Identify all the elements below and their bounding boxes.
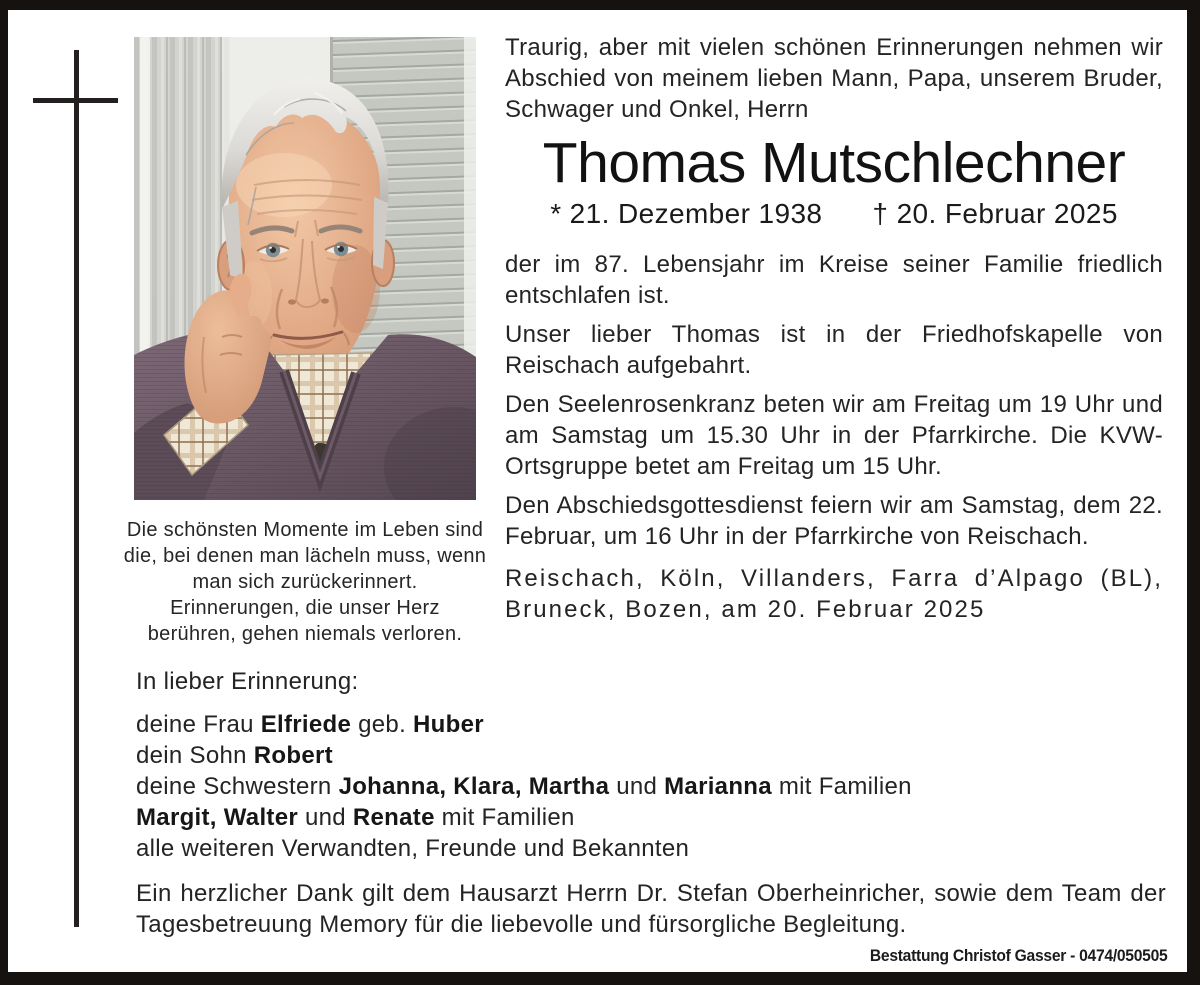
- birth-date: * 21. Dezember 1938: [550, 198, 823, 229]
- death-date: † 20. Februar 2025: [872, 198, 1118, 229]
- family-line: dein Sohn Robert: [136, 742, 333, 769]
- photo-caption: Die schönsten Momente im Leben sind die, bei denen man lächeln muss, wenn man sich zurückerinnert. Erinnerungen, die unser Herz berühren, gehen niemals verloren.: [123, 519, 487, 645]
- announcement-paragraph: der im 87. Lebensjahr im Kreise seiner Familie friedlich entschlafen ist.: [505, 251, 1163, 309]
- family-line: alle weiteren Verwandten, Freunde und Bekannten: [136, 835, 690, 862]
- thanks-paragraph: Ein herzlicher Dank gilt dem Hausarzt Herrn Dr. Stefan Oberheinricher, sowie dem Team der Tagesbetreuung Memory für die liebevolle und fürsorgliche Begleitung.: [136, 880, 1166, 938]
- funeral-home-credit: Bestattung Christof Gasser - 0474/050505: [869, 946, 1167, 965]
- deceased-name: Thomas Mutschlechner: [542, 131, 1126, 195]
- cross-horizontal-bar: [33, 98, 118, 103]
- memorial-heading: In lieber Erinnerung:: [136, 668, 359, 695]
- cross-vertical-bar: [74, 50, 79, 927]
- family-line: deine Schwestern Johanna, Klara, Martha und Marianna mit Familien: [136, 773, 912, 800]
- announcement-paragraph: Unser lieber Thomas ist in der Friedhofskapelle von Reischach aufgebahrt.: [505, 321, 1163, 379]
- life-dates: [505, 197, 1163, 231]
- announcement-paragraphs: [505, 249, 1163, 552]
- memorial-block: [136, 667, 1166, 864]
- family-line: Margit, Walter und Renate mit Familien: [136, 804, 575, 831]
- obituary-page: [8, 10, 1187, 972]
- announcement-intro: Traurig, aber mit vielen schönen Erinnerungen nehmen wir Abschied von meinem lieben Mann, Papa, unserem Bruder, Schwager und Onkel, Herrn: [505, 34, 1163, 123]
- family-list: [136, 709, 1166, 864]
- announcement-paragraph: Den Seelenrosenkranz beten wir am Freitag um 19 Uhr und am Samstag um 15.30 Uhr in der Pfarrkirche. Die KVW- Ortsgruppe betet am Freitag um 15 Uhr.: [505, 391, 1163, 480]
- places-date-line: Reischach, Köln, Villanders, Farra d’Alpago (BL), Bruneck, Bozen, am 20. Februar 2025: [505, 565, 1163, 623]
- family-line: deine Frau Elfriede geb. Huber: [136, 711, 484, 738]
- portrait-illustration: [134, 37, 476, 500]
- portrait-photo: [134, 37, 476, 500]
- announcement-paragraph: Den Abschiedsgottesdienst feiern wir am Samstag, dem 22. Februar, um 16 Uhr in der Pfarrkirche von Reischach.: [505, 492, 1163, 550]
- announcement-column: [505, 32, 1163, 625]
